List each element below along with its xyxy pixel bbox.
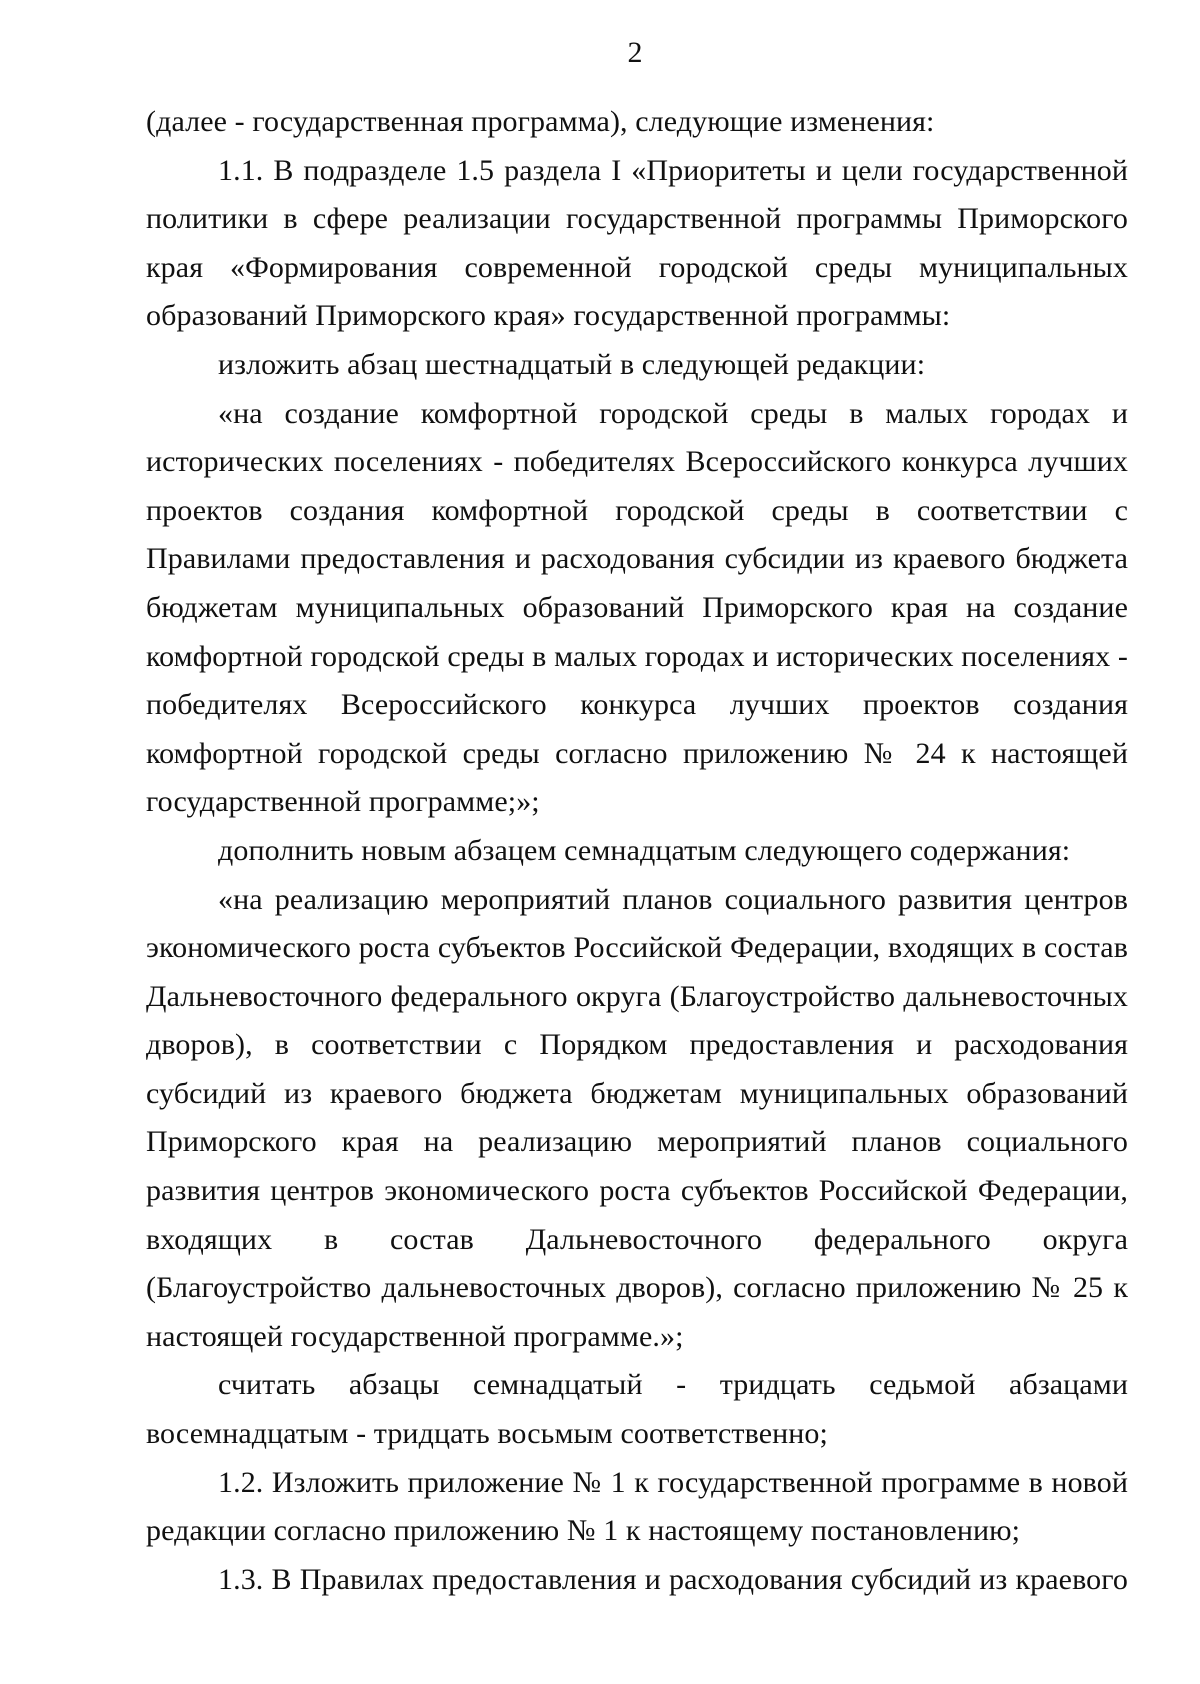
page-number: 2 bbox=[627, 36, 643, 69]
paragraph-1-2: 1.2. Изложить приложение № 1 к государственной программе в новой редакции согласно приложению № 1 к настоящему постановлению; bbox=[146, 1465, 1128, 1548]
paragraph-instruction-seventeenth: дополнить новым абзацем семнадцатым следующего содержания: bbox=[218, 833, 1071, 867]
paragraph-renumbering: считать абзацы семнадцатый - тридцать седьмой абзацами восемнадцатым - тридцать восьмым соответственно; bbox=[146, 1368, 1128, 1451]
paragraph-1-3: 1.3. В Правилах предоставления и расходования субсидий из краевого bbox=[218, 1562, 1128, 1596]
paragraph-1-1: 1.1. В подразделе 1.5 раздела I «Приоритеты и цели государственной политики в сфере реализации государственной программы Приморского края «Формирования современной городской среды муниципальных образований Приморского края» государственной программы: bbox=[146, 153, 1128, 333]
paragraph-continuation: (далее - государственная программа), следующие изменения: bbox=[146, 105, 935, 138]
paragraph-instruction-sixteenth: изложить абзац шестнадцатый в следующей редакции: bbox=[218, 347, 926, 381]
document-body bbox=[146, 98, 1128, 1604]
paragraph-quoted-seventeenth: «на реализацию мероприятий планов социального развития центров экономического роста субъектов Российской Федерации, входящих в состав Дальневосточного федерального округа (Благоустройство дальневосточных дворов), в соответствии с Порядком предоставления и расходования субсидий из краевого бюджета бюджетам муниципальных образований Приморского края на реализацию мероприятий планов социального развития центров экономического роста субъектов Российской Федерации, входящих в состав Дальневосточного федерального округа (Благоустройство дальневосточных дворов), согласно приложению № 25 к настоящей государственной программе.»; bbox=[146, 882, 1128, 1353]
paragraph-quoted-sixteenth: «на создание комфортной городской среды в малых городах и исторических поселениях - победителях Всероссийского конкурса лучших проектов создания комфортной городской среды в соответствии с Правилами предоставления и расходования субсидии из краевого бюджета бюджетам муниципальных образований Приморского края на создание комфортной городской среды в малых городах и исторических поселениях - победителях Всероссийского конкурса лучших проектов создания комфортной городской среды согласно приложению № 24 к настоящей государственной программе;»; bbox=[146, 396, 1128, 819]
